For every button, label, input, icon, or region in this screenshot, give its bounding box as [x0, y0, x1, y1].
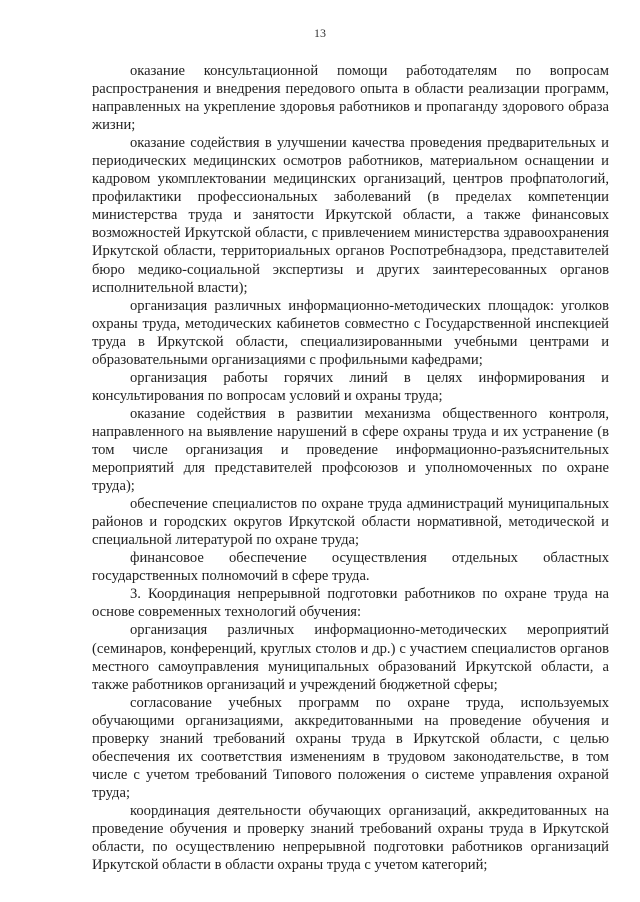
paragraph-info-platforms: организация различных информационно-методических площадок: уголков охраны труда, методических кабинетов совместно с Государственной инспекцией труда в Иркутской области, специализированными учебными центрами и образовательными организациями с профильными кафедрами;: [92, 297, 609, 368]
section-3-heading: 3. Координация непрерывной подготовки работников по охране труда на основе современных технологий обучения:: [92, 586, 609, 621]
paragraph-seminars: организация различных информационно-методических мероприятий (семинаров, конференций, круглых столов и др.) с участием специалистов органов местного самоуправления муниципальных образований Иркутской области, а также работников организаций и учреждений бюджетной сферы;: [92, 622, 609, 693]
paragraph-consulting-employers: оказание консультационной помощи работодателям по вопросам распространения и внедрения передового опыта в области реализации программ, направленных на укрепление здоровья работников и пропаганду здорового образа жизни;: [92, 63, 609, 134]
page-number: 13: [314, 26, 326, 40]
paragraph-public-control: оказание содействия в развитии механизма общественного контроля, направленного на выявление нарушений в сфере охраны труда и их устранение (в том числе организация и проведение информационно-разъяснительных мероприятий для представителей профсоюзов и уполномоченных по охране труда);: [92, 405, 609, 495]
paragraph-literature-supply: обеспечение специалистов по охране труда администраций муниципальных районов и городских округов Иркутской области нормативной, методической и специальной литературой по охране труда;: [92, 496, 609, 549]
paragraph-medical-exams: оказание содействия в улучшении качества проведения предварительных и периодических медицинских осмотров работников, материальном оснащении и кадровом укомплектовании медицинских организаций, центров профпатологий, профилактики профессиональных заболеваний (в пределах компетенции министерства труда и занятости Иркутской области, а также финансовых возможностей Иркутской области, с привлечением министерства здравоохранения Иркутской области, территориальных органов Роспотребнадзора, представителей бюро медико-социальной экспертизы и других заинтересованных органов исполнительной власти);: [92, 135, 609, 296]
document-body: [92, 62, 609, 874]
paragraph-financing: финансовое обеспечение осуществления отдельных областных государственных полномочий в сфере труда.: [92, 550, 609, 585]
paragraph-curriculum-approval: согласование учебных программ по охране труда, используемых обучающими организациями, аккредитованными на проведение обучения и проверку знаний требований охраны труда в Иркутской области, с целью обеспечения их соответствия изменениям в трудовом законодательстве, в том числе с учетом требований Типового положения о системе управления охраной труда;: [92, 694, 609, 801]
paragraph-training-coordination: координация деятельности обучающих организаций, аккредитованных на проведение обучения и проверку знаний требований охраны труда в Иркутской области, по осуществлению непрерывной подготовки работников организаций Иркутской области в области охраны труда с учетом категорий;: [92, 802, 609, 874]
paragraph-hotlines: организация работы горячих линий в целях информирования и консультирования по вопросам условий и охраны труда;: [92, 369, 609, 404]
